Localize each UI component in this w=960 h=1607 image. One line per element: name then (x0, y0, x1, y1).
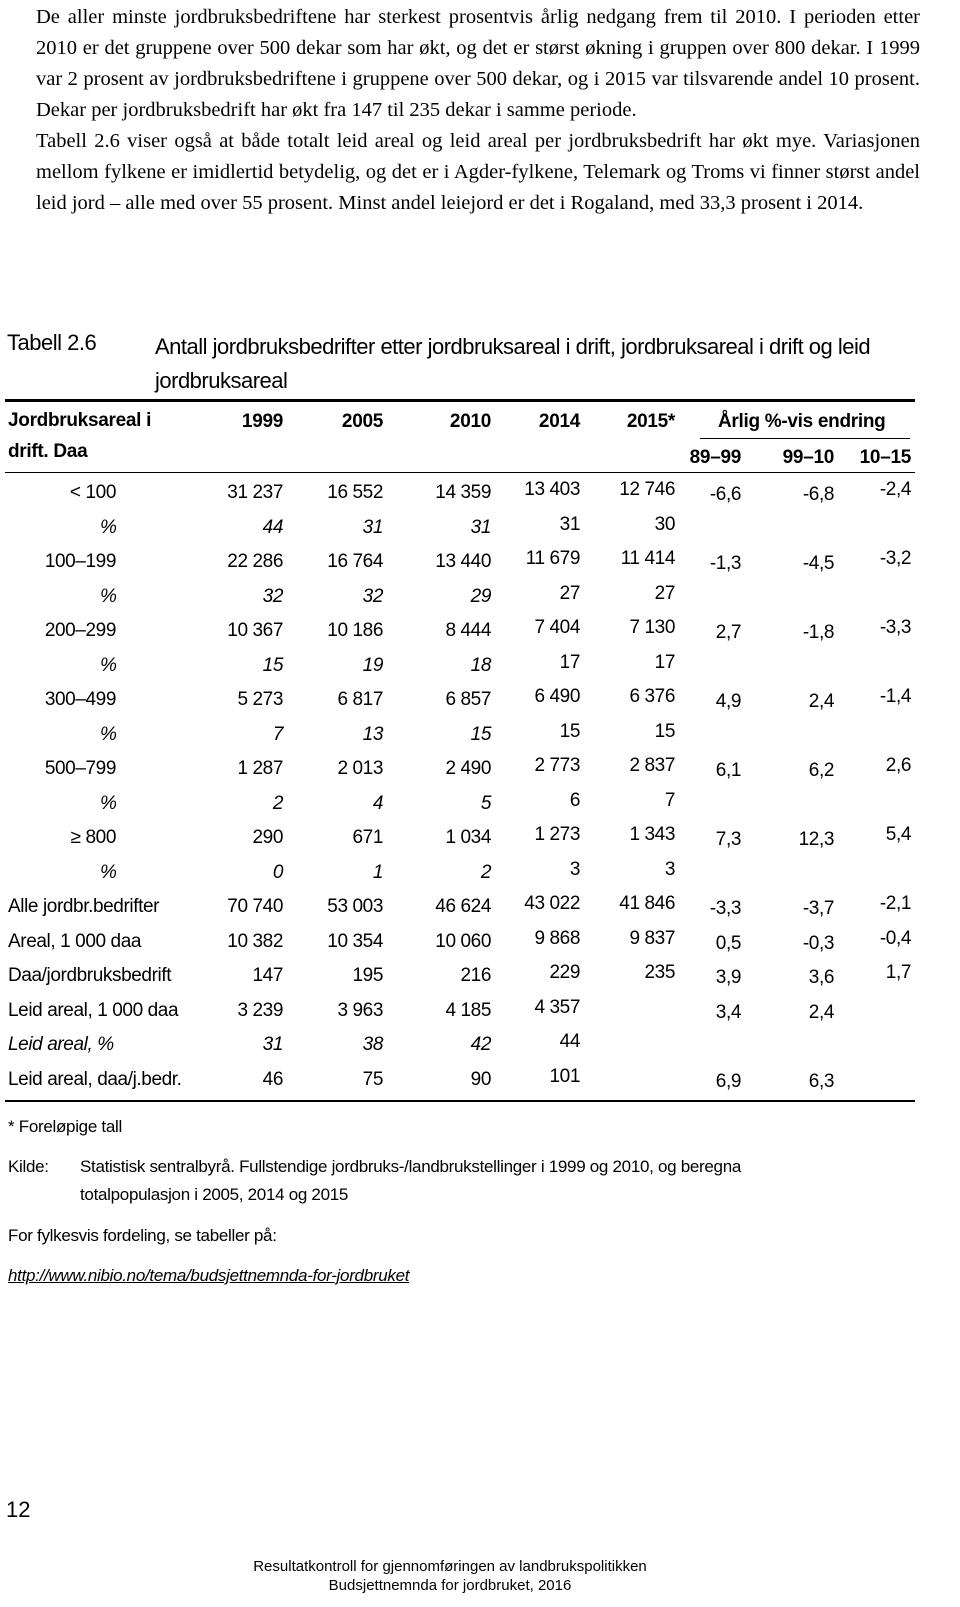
footer-line-2: Budsjettnemnda for jordbruket, 2016 (328, 1577, 572, 1594)
change-value: -0,3 (802, 933, 834, 954)
year-value: 13 (362, 724, 383, 745)
year-value: 18 (470, 655, 491, 676)
year-value: 27 (559, 583, 580, 604)
year-value: 17 (654, 652, 675, 673)
source-label: Kilde: (8, 1157, 49, 1176)
year-value: 4 185 (445, 1000, 491, 1021)
change-value: 3,9 (715, 967, 741, 988)
year-value: 42 (470, 1034, 491, 1055)
change-value: 3,4 (715, 1002, 741, 1023)
change-value: -1,4 (879, 686, 911, 707)
year-value: 7 130 (629, 617, 675, 638)
year-value: 6 376 (629, 686, 675, 707)
year-value: 15 (470, 724, 491, 745)
year-value: 10 367 (227, 620, 283, 641)
page-number: 12 (6, 1497, 31, 1522)
row-label: 200–299 (44, 620, 116, 641)
year-value: 15 (559, 721, 580, 742)
year-value: 2 773 (534, 755, 580, 776)
year-value: 147 (252, 965, 283, 986)
year-header: 1999 (241, 411, 283, 432)
year-value: 2 837 (629, 755, 675, 776)
row-label: 500–799 (44, 758, 116, 779)
year-value: 30 (654, 514, 675, 535)
year-value: 16 764 (327, 551, 383, 572)
year-value: 1 034 (445, 827, 491, 848)
year-value: 11 414 (620, 548, 675, 569)
change-value: 3,6 (808, 967, 834, 988)
row-label: % (100, 517, 117, 538)
year-header: 2005 (341, 411, 383, 432)
source-line-2: totalpopulasjon i 2005, 2014 og 2015 (80, 1185, 349, 1204)
preliminary-note: * Foreløpige tall (8, 1117, 122, 1136)
change-value: 4,9 (715, 691, 741, 712)
year-value: 10 186 (327, 620, 383, 641)
year-value: 3 239 (237, 1000, 283, 1021)
row-label: 300–499 (44, 689, 116, 710)
row-label: ≥ 800 (70, 827, 116, 848)
year-value: 75 (362, 1069, 383, 1090)
year-value: 43 022 (524, 893, 580, 914)
row-label: % (100, 724, 117, 745)
year-value: 1 273 (534, 824, 580, 845)
year-value: 53 003 (327, 896, 383, 917)
change-value: -1,3 (709, 553, 741, 574)
year-value: 12 746 (619, 479, 675, 500)
year-value: 1 287 (237, 758, 283, 779)
stub-header-line-2: drift. Daa (8, 441, 88, 462)
source-line-1: Statistisk sentralbyrå. Fullstendige jordbruks-/landbrukstellinger i 1999 og 2010, og beregna (80, 1157, 741, 1176)
change-subheader: 99–10 (782, 447, 834, 468)
year-header: 2015* (626, 411, 675, 432)
year-value: 32 (262, 586, 283, 607)
year-value: 46 624 (435, 896, 491, 917)
change-value: -1,8 (802, 622, 834, 643)
change-value: 6,1 (715, 760, 741, 781)
year-value: 44 (262, 517, 283, 538)
year-value: 22 286 (227, 551, 283, 572)
change-value: 2,4 (808, 1002, 834, 1023)
year-value: 6 490 (534, 686, 580, 707)
year-value: 6 857 (445, 689, 491, 710)
change-value: 6,9 (715, 1071, 741, 1092)
change-subheader: 10–15 (859, 447, 911, 468)
stub-header-line-1: Jordbruksareal i (8, 410, 152, 431)
year-value: 290 (252, 827, 283, 848)
year-value: 2 013 (337, 758, 383, 779)
change-value: -0,4 (879, 928, 911, 949)
year-value: 7 404 (534, 617, 580, 638)
year-value: 216 (460, 965, 491, 986)
year-value: 90 (470, 1069, 491, 1090)
year-value: 4 (372, 793, 383, 814)
row-label: 100–199 (44, 551, 116, 572)
change-subheader: 89–99 (689, 447, 741, 468)
table-label: Tabell 2.6 (7, 330, 97, 355)
year-value: 10 354 (327, 931, 383, 952)
year-value: 235 (644, 962, 675, 983)
row-label: Leid areal, % (8, 1034, 114, 1055)
table-top-rule (5, 399, 915, 402)
year-value: 31 (362, 517, 383, 538)
year-value: 11 679 (525, 548, 580, 569)
year-value: 8 444 (445, 620, 491, 641)
year-value: 6 (569, 790, 580, 811)
year-value: 13 403 (524, 479, 580, 500)
change-value: 5,4 (885, 824, 911, 845)
row-label: < 100 (69, 482, 116, 503)
year-value: 195 (352, 965, 383, 986)
year-value: 70 740 (227, 896, 283, 917)
year-value: 2 490 (445, 758, 491, 779)
change-value: -2,1 (879, 893, 911, 914)
year-value: 7 (664, 790, 675, 811)
intro-paragraph-2: Tabell 2.6 viser også at både totalt leid areal og leid areal per jordbruksbedrift har økt mye. Variasjonen mellom fylkene er imidlertid betydelig, og det er i Agder-fylkene, Telemark og Troms vi finner størst andel leid jord – alle med over 55 prosent. Minst andel leiejord er det i Rogaland, med 33,3 prosent i 2014. (36, 130, 920, 214)
year-value: 31 (559, 514, 580, 535)
year-value: 41 846 (619, 893, 675, 914)
year-header: 2014 (538, 411, 580, 432)
year-value: 6 817 (337, 689, 383, 710)
year-value: 5 (480, 793, 491, 814)
row-label: % (100, 655, 117, 676)
change-value: -3,3 (709, 898, 741, 919)
row-label: % (100, 793, 117, 814)
row-label: Leid areal, daa/j.bedr. (8, 1069, 182, 1090)
row-label: Alle jordbr.bedrifter (8, 896, 160, 917)
change-value: -3,7 (802, 898, 834, 919)
year-value: 32 (362, 586, 383, 607)
change-value: 1,7 (885, 962, 911, 983)
year-value: 13 440 (435, 551, 491, 572)
year-value: 29 (470, 586, 491, 607)
change-value: -4,5 (802, 553, 834, 574)
year-value: 0 (272, 862, 283, 883)
change-header: Årlig %-vis endring (718, 411, 886, 432)
row-label: % (100, 586, 117, 607)
year-value: 46 (262, 1069, 283, 1090)
county-text: For fylkesvis fordeling, se tabeller på: (8, 1226, 277, 1245)
year-value: 10 060 (435, 931, 491, 952)
year-value: 2 (272, 793, 283, 814)
year-value: 2 (480, 862, 491, 883)
table-bottom-rule (5, 1100, 915, 1102)
year-value: 3 963 (337, 1000, 383, 1021)
year-value: 44 (559, 1031, 580, 1052)
year-value: 7 (272, 724, 283, 745)
year-value: 10 382 (227, 931, 283, 952)
change-value: 6,3 (808, 1071, 834, 1092)
year-value: 9 868 (534, 928, 580, 949)
intro-paragraph-1: De aller minste jordbruksbedriftene har sterkest prosentvis årlig nedgang frem til 2010. I perioden etter 2010 er det gruppene over 500 dekar som har økt, og det er størst økning i gruppen over 800 dekar. I 1999 var 2 prosent av jordbruksbedriftene i gruppene over 500 dekar, og i 2015 var tilsvarende andel 10 prosent. Dekar per jordbruksbedrift har økt fra 147 til 235 dekar i samme periode. (36, 6, 920, 121)
change-value: -2,4 (879, 479, 911, 500)
year-value: 27 (654, 583, 675, 604)
year-value: 31 237 (227, 482, 283, 503)
year-value: 17 (559, 652, 580, 673)
year-value: 3 (569, 859, 580, 880)
year-value: 9 837 (629, 928, 675, 949)
year-value: 1 343 (629, 824, 675, 845)
year-value: 15 (262, 655, 283, 676)
change-value: 2,6 (885, 755, 911, 776)
change-value: 2,7 (715, 622, 741, 643)
year-value: 101 (549, 1066, 580, 1087)
row-label: Areal, 1 000 daa (8, 931, 142, 952)
change-value: 12,3 (798, 829, 834, 850)
change-value: 7,3 (715, 829, 741, 850)
footer-line-1: Resultatkontroll for gjennomføringen av landbrukspolitikken (253, 1558, 647, 1575)
year-value: 19 (362, 655, 383, 676)
year-value: 16 552 (327, 482, 383, 503)
row-label: % (100, 862, 117, 883)
year-value: 1 (372, 862, 383, 883)
year-value: 5 273 (237, 689, 283, 710)
year-value: 15 (654, 721, 675, 742)
change-value: 2,4 (808, 691, 834, 712)
change-value: 0,5 (715, 933, 741, 954)
year-value: 31 (470, 517, 491, 538)
intro-text (36, 2, 920, 219)
year-value: 31 (262, 1034, 283, 1055)
nibio-link[interactable]: http://www.nibio.no/tema/budsjettnemnda-for-jordbruket (8, 1266, 410, 1285)
change-value: -3,2 (879, 548, 911, 569)
year-value: 4 357 (534, 997, 580, 1018)
row-label: Daa/jordbruksbedrift (8, 965, 172, 986)
year-value: 3 (664, 859, 675, 880)
table-title: Antall jordbruksbedrifter etter jordbruksareal i drift, jordbruksareal i drift og leid jordbruksareal (155, 334, 871, 393)
change-value: 6,2 (808, 760, 834, 781)
year-value: 671 (352, 827, 383, 848)
year-header: 2010 (449, 411, 491, 432)
change-header-rule (700, 438, 910, 439)
year-value: 229 (549, 962, 580, 983)
year-value: 14 359 (435, 482, 491, 503)
change-value: -6,6 (709, 484, 741, 505)
change-value: -3,3 (879, 617, 911, 638)
year-value: 38 (362, 1034, 383, 1055)
change-value: -6,8 (802, 484, 834, 505)
header-bottom-rule (5, 472, 915, 473)
row-label: Leid areal, 1 000 daa (8, 1000, 179, 1021)
